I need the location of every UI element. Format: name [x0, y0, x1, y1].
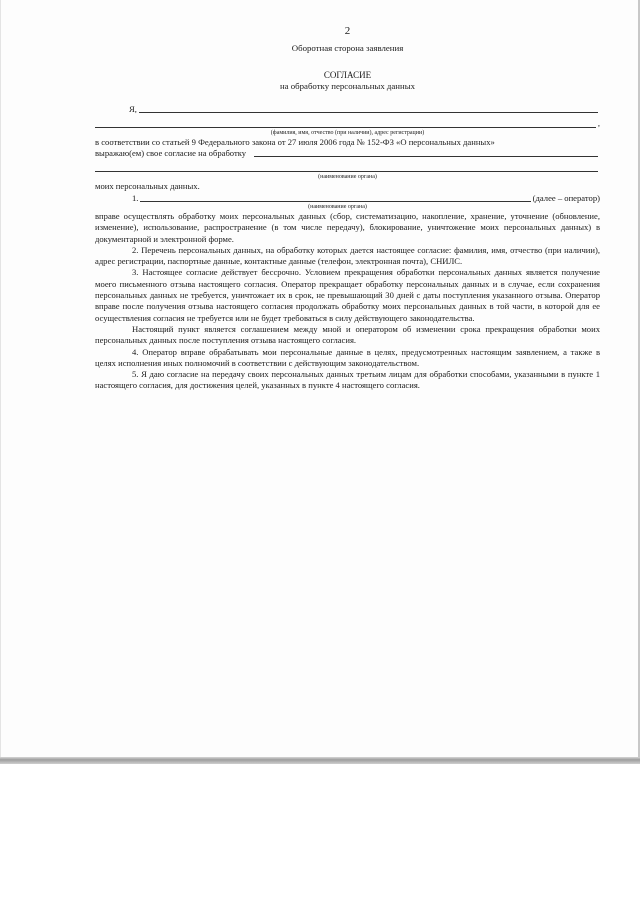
document-title: СОГЛАСИЕ	[323, 69, 372, 80]
paragraph-1: вправе осуществлять обработку моих персональных данных (сбор, систематизацию, накопление, хранение, уточнение (обновление, изменение), использование, распространение (в том числе передачу), блокирование, уничтожение моих персональных данных) в документарной и электронной форме.	[95, 210, 600, 244]
comma-label: ,	[597, 118, 600, 129]
fio-row	[95, 104, 600, 115]
item1-number: 1.	[132, 192, 139, 203]
operator-label: (далее – оператор)	[532, 192, 600, 203]
organ-row-2	[95, 163, 600, 174]
item1-row	[95, 193, 600, 204]
law-line: в соответствии со статьей 9 Федерального закона от 27 июля 2006 года № 152-ФЗ «О персональных данных»	[95, 136, 495, 147]
caption-organ-2: (наименование органа)	[308, 203, 367, 210]
paragraph-6: 5. Я даю согласие на передачу своих персональных данных третьим лицам для обработки способами, указанными в пункте 1 настоящего согласия, для достижения целей, указанных в пункте 4 настоящего согласия.	[95, 369, 600, 391]
organ-input-line-1[interactable]	[254, 148, 598, 157]
express-row	[95, 148, 600, 159]
document-sheet	[95, 26, 600, 392]
operator-input-line[interactable]	[140, 193, 530, 202]
fio-row-2	[95, 118, 600, 129]
paragraph-2: 2. Перечень персональных данных, на обработку которых дается настоящее согласие: фамилия, имя, отчество (при наличии), адрес регистрации, паспортные данные, контактные данные (телефон, электронная почта), СНИЛС.	[95, 244, 600, 267]
scan-edge	[0, 757, 640, 764]
paragraph-4: Настоящий пункт является соглашением между мной и оператором об изменении срока прекращения обработки моих персональных данных после поступления отзыва настоящего согласия.	[95, 323, 600, 346]
organ-input-line-2[interactable]	[95, 163, 598, 172]
express-label: выражаю(ем) свое согласие на обработку	[95, 148, 247, 159]
document-subtitle: на обработку персональных данных	[279, 80, 416, 91]
ya-label: Я,	[129, 104, 137, 115]
fio-input-line[interactable]	[139, 104, 598, 113]
fio-address-input-line[interactable]	[95, 119, 596, 128]
caption-organ-1: (наименование органа)	[318, 174, 377, 181]
my-data-line: моих персональных данных.	[95, 181, 200, 192]
paragraph-5: 4. Оператор вправе обрабатывать мои персональные данные в целях, предусмотренных настоящим заявлением, а также в целях исполнения иных полномочий в соответствии с действующим законодательством.	[95, 346, 600, 368]
page-number: 2	[344, 25, 351, 37]
caption-fio: (фамилия, имя, отчество (при наличии), адрес регистрации)	[270, 129, 425, 136]
paragraph-3: 3. Настоящее согласие действует бессрочно. Условием прекращения обработки персональных данных является получение моего письменного отзыва настоящего согласия. Оператор прекращает обработку персональных данных и в случае, если сохранения персональных данных не требуется, уничтожает их в срок, не превышающий 30 дней с даты поступления указанного отзыва. Оператор вправе после получения отзыва настоящего согласия продолжать обработку моих персональных данных в той части, в которой для ее осуществления согласия не требуется или не будет требоваться в силу действующего законодательства.	[95, 267, 600, 323]
header-back-side: Оборотная сторона заявления	[291, 43, 404, 54]
